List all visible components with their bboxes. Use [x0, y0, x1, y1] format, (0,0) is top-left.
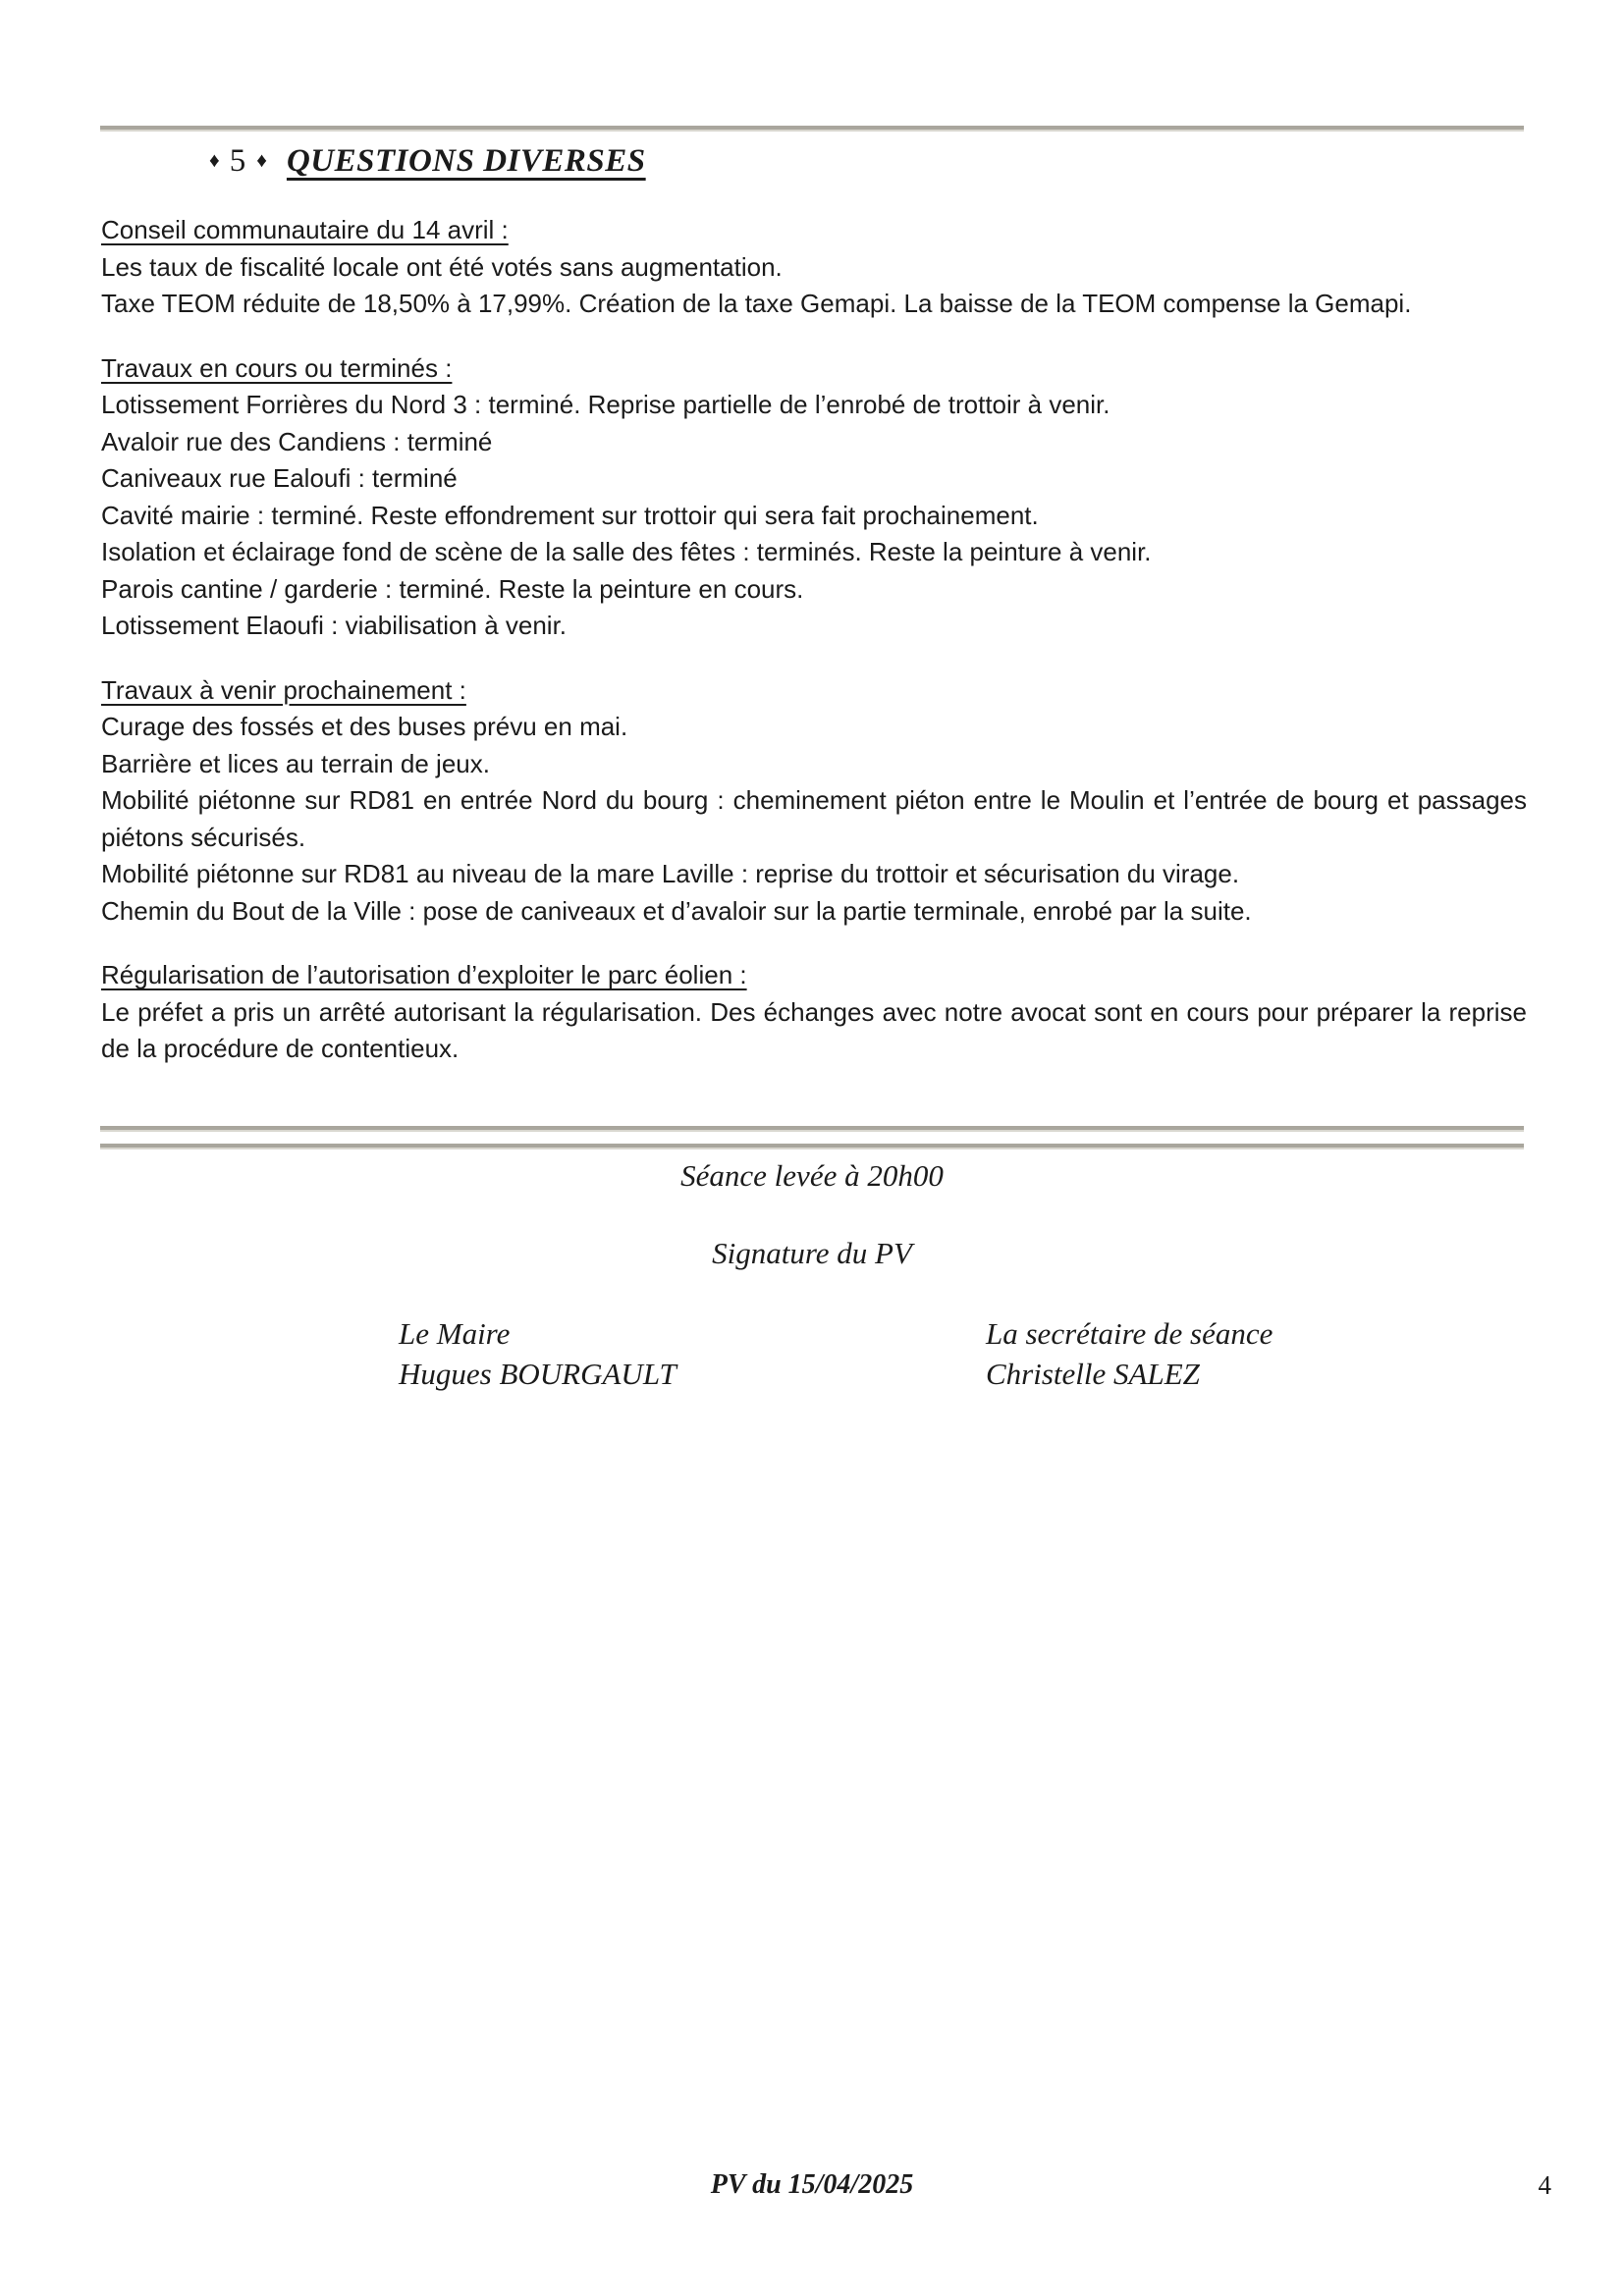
section-heading-text: Conseil communautaire du 14 avril :: [101, 215, 509, 244]
seance-levee-line: Séance levée à 20h00: [680, 1158, 944, 1193]
section-heading: [101, 672, 1527, 710]
signature-title: Signature du PV: [712, 1236, 912, 1270]
closing-horizontal-rule-upper: [100, 1126, 1524, 1132]
paragraph: Isolation et éclairage fond de scène de la salle des fêtes : terminés. Reste la peinture à venir.: [101, 537, 1152, 566]
signature-block-secretary: [986, 1313, 1272, 1394]
section-conseil-communautaire: [101, 212, 1527, 323]
section-travaux-a-venir: [101, 672, 1527, 931]
section-regularisation-parc-eolien: [101, 957, 1527, 1068]
section-travaux-en-cours: [101, 350, 1527, 645]
footer-page-number: 4: [1538, 2170, 1551, 2200]
diamond-icon: ♦: [209, 148, 220, 172]
paragraph: Taxe TEOM réduite de 18,50% à 17,99%. Création de la taxe Gemapi. La baisse de la TEOM compense la Gemapi.: [101, 289, 1412, 318]
section-heading: [101, 212, 1527, 249]
diamond-icon: ♦: [256, 148, 267, 172]
section-heading-text: Régularisation de l’autorisation d’exploiter le parc éolien :: [101, 960, 747, 989]
signature-block-mayor: [399, 1313, 677, 1394]
paragraph: Les taux de fiscalité locale ont été votés sans augmentation.: [101, 251, 783, 282]
footer-document-reference: PV du 15/04/2025: [710, 2169, 914, 2200]
page-title: [199, 143, 646, 180]
signature-role: Le Maire: [399, 1316, 511, 1351]
section-number: 5: [229, 143, 247, 179]
document-body: [101, 212, 1527, 1095]
section-heading: [101, 957, 1527, 994]
paragraph: Le préfet a pris un arrêté autorisant la régularisation. Des échanges avec notre avocat sont en cours pour préparer la reprise de la procédure de contentieux.: [101, 996, 1527, 1063]
paragraph: Curage des fossés et des buses prévu en mai.: [101, 712, 628, 741]
signature-role: La secrétaire de séance: [986, 1316, 1273, 1351]
paragraph: Lotissement Forrières du Nord 3 : terminé. Reprise partielle de l’enrobé de trottoir à venir.: [101, 390, 1110, 419]
paragraph: Parois cantine / garderie : terminé. Reste la peinture en cours.: [101, 573, 804, 604]
closing-horizontal-rule-lower: [100, 1144, 1524, 1149]
paragraph: Mobilité piétonne sur RD81 au niveau de la mare Laville : reprise du trottoir et sécurisation du virage.: [101, 859, 1240, 888]
paragraph: Chemin du Bout de la Ville : pose de caniveaux et d’avaloir sur la partie terminale, enrobé par la suite.: [101, 895, 1252, 926]
paragraph: Cavité mairie : terminé. Reste effondrement sur trottoir qui sera fait prochainement.: [101, 500, 1039, 530]
section-heading-text: Travaux en cours ou terminés :: [101, 352, 453, 383]
signature-name: Hugues BOURGAULT: [399, 1357, 677, 1391]
top-horizontal-rule: [100, 126, 1524, 132]
paragraph: Caniveaux rue Ealoufi : terminé: [101, 463, 458, 493]
signature-name: Christelle SALEZ: [986, 1357, 1200, 1391]
paragraph: Lotissement Elaoufi : viabilisation à venir.: [101, 611, 568, 640]
page-title-text: QUESTIONS DIVERSES: [286, 143, 646, 179]
paragraph: Avaloir rue des Candiens : terminé: [101, 426, 493, 456]
section-heading: [101, 350, 1527, 388]
paragraph: Mobilité piétonne sur RD81 en entrée Nord du bourg : cheminement piéton entre le Moulin et l’entrée de bourg et passages piétons sécurisés.: [101, 785, 1527, 852]
paragraph: Barrière et lices au terrain de jeux.: [101, 748, 490, 778]
section-heading-text: Travaux à venir prochainement :: [101, 674, 466, 705]
